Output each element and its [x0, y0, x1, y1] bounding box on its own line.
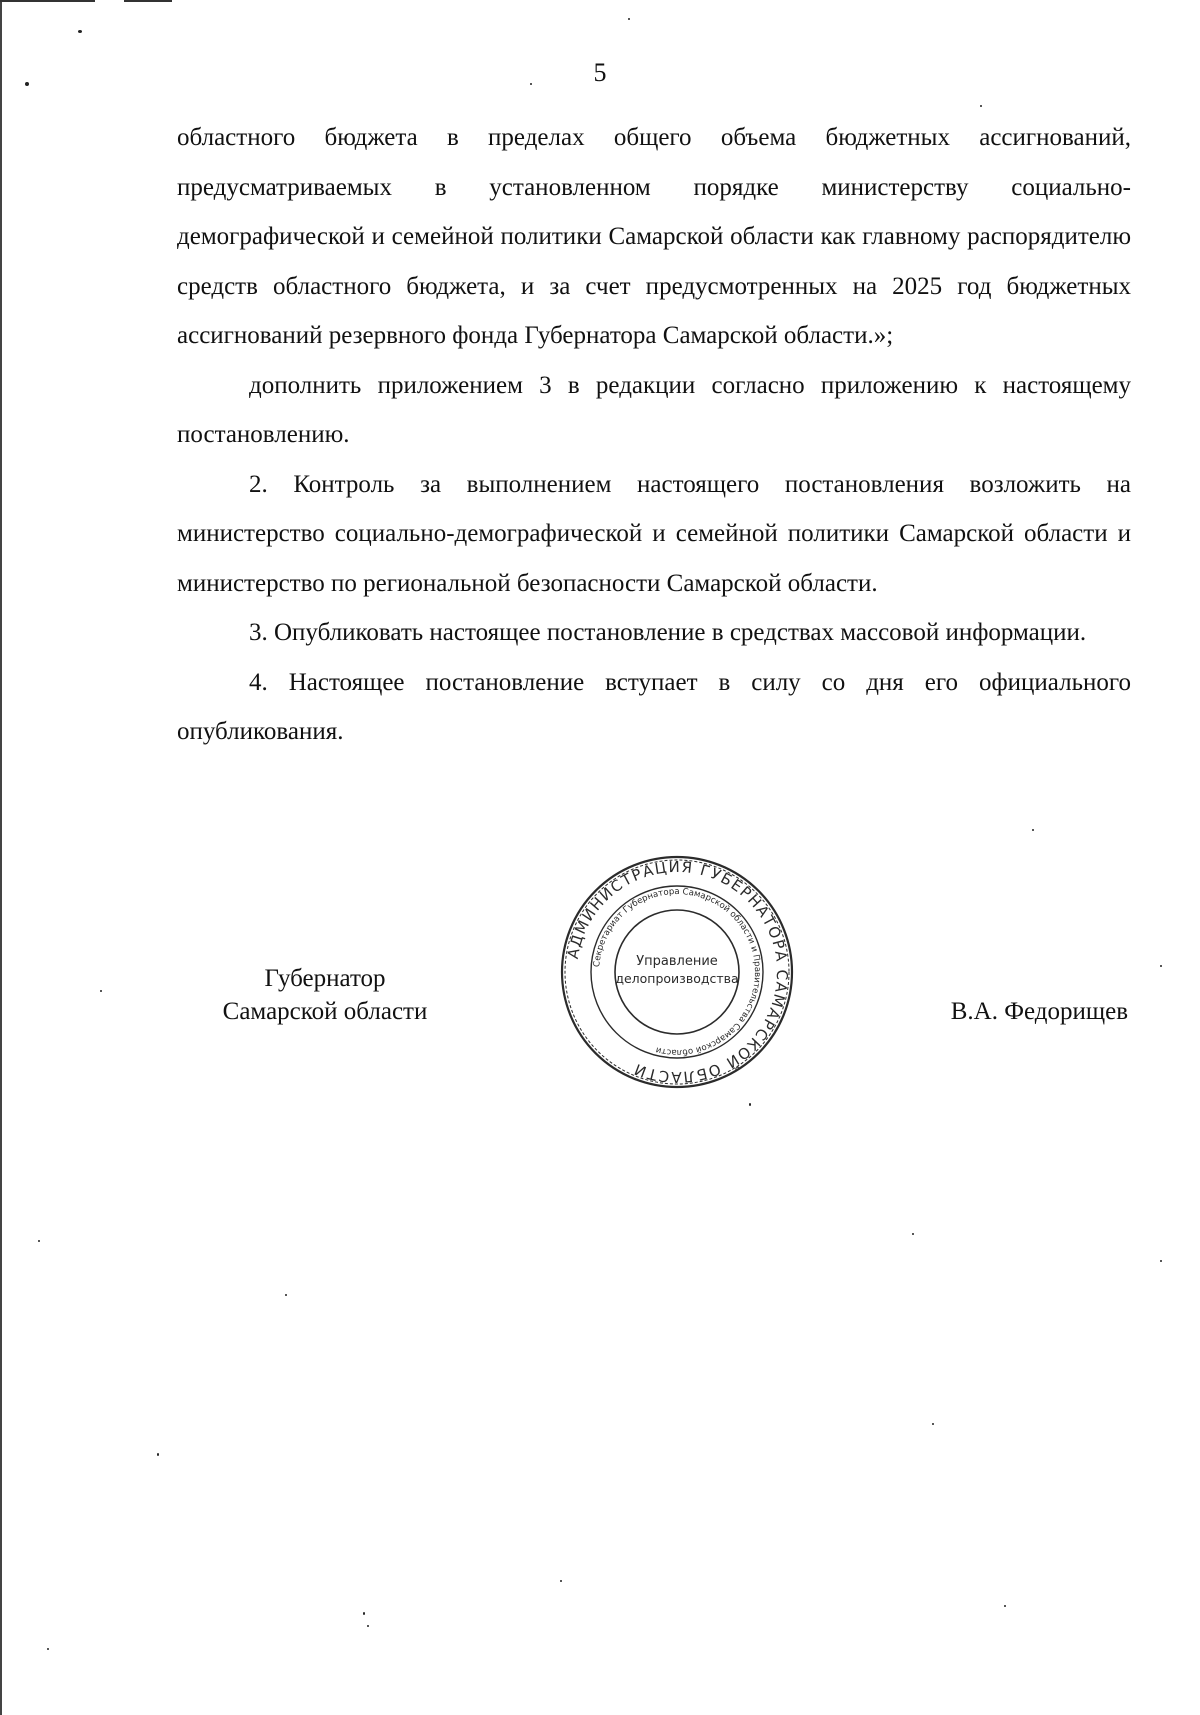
scan-speck	[367, 1625, 369, 1627]
scan-edge-left	[0, 0, 2, 1715]
scan-edge-top-left	[0, 0, 95, 2]
paragraph-control: 2. Контроль за выполнением настоящего постановления возложить на министерство социально-демографической и семейной политики Самарской области и министерство по региональной безопасности Самарской области.	[177, 470, 1131, 597]
scan-speck	[1160, 1260, 1162, 1262]
scan-speck	[749, 1103, 751, 1106]
signatory-title	[190, 962, 460, 1028]
svg-text:Управление: Управление	[636, 954, 718, 969]
paragraph-effect: 4. Настоящее постановление вступает в силу со дня его официального опубликования.	[177, 668, 1131, 745]
paragraph-appendix: дополнить приложением 3 в редакции согласно приложению к настоящему постановлению.	[177, 371, 1131, 448]
scan-speck	[980, 105, 982, 107]
scan-speck	[1004, 1605, 1006, 1607]
svg-text:делопроизводства: делопроизводства	[615, 971, 739, 986]
scan-speck	[560, 1580, 562, 1582]
scan-speck	[285, 1294, 287, 1296]
signatory-name: В.А. Федорищев	[950, 998, 1128, 1025]
scan-edge-top-mid	[124, 0, 172, 2]
official-stamp	[557, 852, 797, 1092]
scan-speck	[78, 30, 82, 33]
scan-speck	[157, 1453, 159, 1456]
svg-text:АДМИНИСТРАЦИЯ ГУБЕРНАТОРА САМА: АДМИНИСТРАЦИЯ ГУБЕРНАТОРА САМАРСКОЙ ОБЛАСТИ	[563, 857, 792, 1087]
scan-speck	[1032, 829, 1034, 831]
signatory-position: Губернатор	[264, 965, 386, 992]
scan-speck	[1160, 965, 1162, 967]
paragraph-publish: 3. Опубликовать настоящее постановление в средствах массовой информации.	[249, 619, 1087, 646]
scan-speck	[100, 990, 102, 992]
scan-speck	[912, 1233, 914, 1235]
document-body	[177, 113, 1131, 757]
scan-speck	[38, 1240, 40, 1242]
scan-speck	[47, 1648, 49, 1650]
scan-speck	[628, 18, 630, 20]
paragraph-continuation: областного бюджета в пределах общего объема бюджетных ассигнований, предусматриваемых в установленном порядке министерству социально-демографической и семейной политики Самарской области как главному распорядителю средств областного бюджета, и за счет предусмотренных на 2025 год бюджетных ассигнований резервного фонда Губернатора Самарской области.»;	[177, 124, 1131, 349]
signatory-region: Самарской области	[222, 998, 428, 1025]
scan-speck	[932, 1423, 934, 1425]
page-number: 5	[593, 58, 607, 87]
scan-speck	[530, 83, 532, 85]
scan-speck	[25, 82, 29, 86]
scan-speck	[363, 1612, 365, 1615]
svg-text:Секретариат Губернатора Самарс: Секретариат Губернатора Самарской области и Правительства Самарской области	[592, 886, 763, 1058]
